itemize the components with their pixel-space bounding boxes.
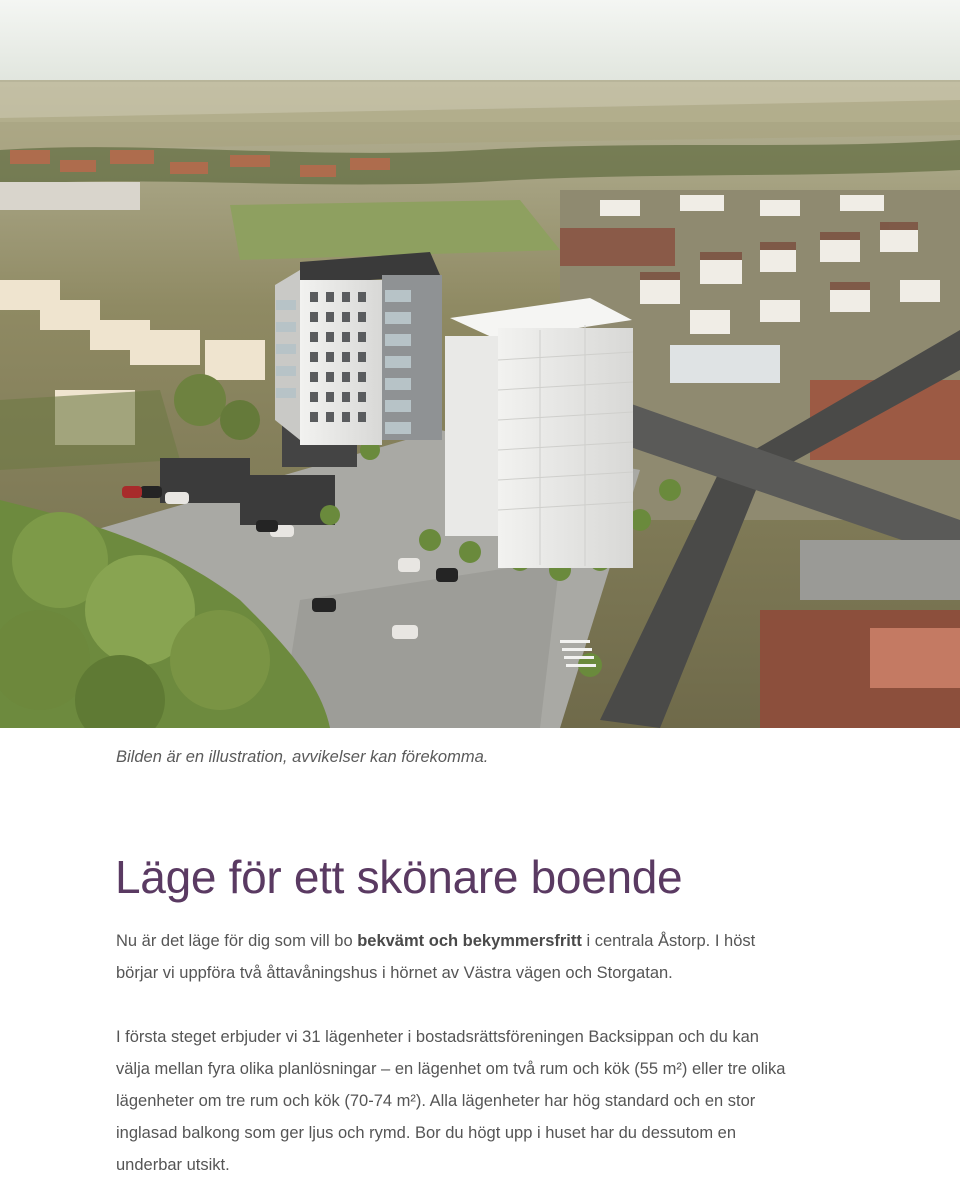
details-paragraph: I första steget erbjuder vi 31 lägenheter i bostadsrättsföreningen Backsippan och du kan välja mellan fyra olika planlösningar – en lägenhet om två rum och kök (55 m²) eller tre olika lägenheter om tre rum och kök (70-74 m²). Alla lägenheter har hög standard och en stor inglasad balkong som ger ljus och rymd. Bor du högt upp i huset har du dessutom en underbar utsikt. [116, 1028, 786, 1174]
intro-text-end: i centrala Åstorp. I höst börjar vi uppföra två åttavåningshus i hörnet av Västra vägen och Storgatan. [116, 932, 756, 982]
intro-text-bold: bekvämt och bekymmersfritt [357, 932, 582, 950]
intro-paragraph [116, 925, 796, 989]
page-heading: Läge för ett skönare boende [115, 851, 683, 903]
image-caption: Bilden är en illustration, avvikelser kan förekomma. [116, 748, 489, 766]
intro-text-start: Nu är det läge för dig som vill bo [116, 932, 358, 950]
